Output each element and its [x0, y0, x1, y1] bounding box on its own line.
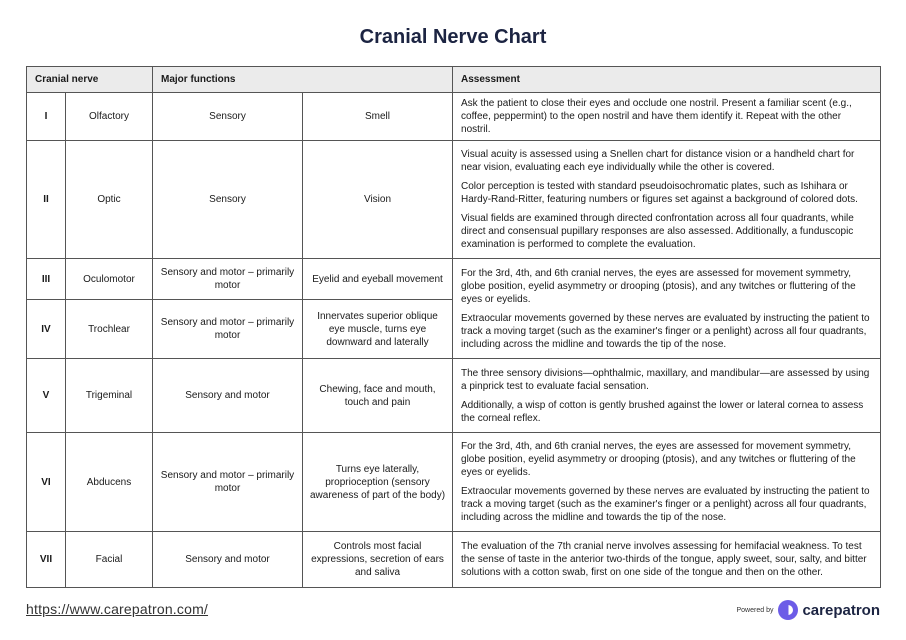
assessment-paragraph: Color perception is tested with standard pseudoisochromatic plates, such as Ishihara or Hardy-Rand-Ritter, featuring numbers or figures set against a background of colored dots. [461, 181, 858, 205]
nerve-function: Smell [303, 93, 453, 141]
header-major-functions: Major functions [153, 67, 453, 93]
nerve-name: Trochlear [66, 300, 153, 359]
assessment-paragraph: For the 3rd, 4th, and 6th cranial nerves, the eyes are assessed for movement symmetry, globe position, eyelid asymmetry or drooping (ptosis), and any twitches or fluttering of the eyes or eyelids. [461, 441, 856, 478]
assessment-paragraph: For the 3rd, 4th, and 6th cranial nerves, the eyes are assessed for movement symmetry, globe position, eyelid asymmetry or drooping (ptosis), and any twitches or fluttering of the eyes or eyelids. [461, 267, 856, 305]
table-row [27, 433, 881, 532]
assessment-paragraph: Extraocular movements governed by these nerves are evaluated by instructing the patient to track a moving target (such as the examiner's finger or a penlight) across all four quadrants, including across the midline and towards the tip of the nose. [461, 486, 870, 523]
nerve-assessment [453, 532, 881, 588]
carepatron-logo-icon [778, 600, 798, 620]
nerve-assessment-merged [453, 259, 881, 359]
powered-by-badge[interactable] [737, 600, 881, 620]
nerve-name: Olfactory [66, 93, 153, 141]
nerve-number: I [27, 93, 66, 141]
nerve-function: Innervates superior oblique eye muscle, turns eye downward and laterally [303, 300, 453, 359]
nerve-assessment [453, 93, 881, 141]
nerve-name: Oculomotor [66, 259, 153, 300]
nerve-number: III [27, 259, 66, 300]
nerve-function: Turns eye laterally, proprioception (sensory awareness of part of the body) [303, 433, 453, 532]
assessment-paragraph: Extraocular movements governed by these nerves are evaluated by instructing the patient to track a moving target (such as the examiner's finger or a penlight) across all four quadrants, including across the midline and towards the tip of the nose. [461, 312, 870, 350]
header-cranial-nerve: Cranial nerve [27, 67, 153, 93]
table-row [27, 259, 881, 300]
nerve-function: Vision [303, 141, 453, 259]
nerve-number: V [27, 359, 66, 433]
nerve-type: Sensory and motor – primarily motor [153, 259, 303, 300]
nerve-name: Optic [66, 141, 153, 259]
nerve-type: Sensory and motor [153, 359, 303, 433]
table-row [27, 359, 881, 433]
nerve-assessment [453, 433, 881, 532]
assessment-paragraph: Visual fields are examined through directed confrontation across all four quadrants, while direct and consensual pupillary responses are also assessed. Additionally, a funduscopic examination is performed to complete the evaluation. [461, 213, 854, 250]
nerve-function: Eyelid and eyeball movement [303, 259, 453, 300]
table-row [27, 532, 881, 588]
nerve-type: Sensory [153, 93, 303, 141]
assessment-paragraph: The three sensory divisions—ophthalmic, maxillary, and mandibular—are assessed by using a pinprick test to evaluate facial sensation. [461, 367, 870, 392]
brand-name: carepatron [802, 601, 880, 619]
assessment-paragraph: Additionally, a wisp of cotton is gently brushed against the lower or lateral cornea to assess the corneal reflex. [461, 399, 864, 424]
table-header-row [27, 67, 881, 93]
nerve-number: VI [27, 433, 66, 532]
assessment-paragraph: Visual acuity is assessed using a Snellen chart for distance vision or a handheld chart for near vision, evaluating each eye individually while the other is covered. [461, 149, 855, 173]
table-row [27, 93, 881, 141]
page-title: Cranial Nerve Chart [359, 26, 547, 48]
assessment-paragraph: Ask the patient to close their eyes and occlude one nostril. Present a familiar scent (e.g., coffee, peppermint) to the open nostril and have them identify it. Repeat with the other nostril. [461, 98, 852, 135]
footer-url-link[interactable]: https://www.carepatron.com/ [26, 601, 209, 617]
nerve-name: Abducens [66, 433, 153, 532]
nerve-type: Sensory and motor [153, 532, 303, 588]
powered-by-label: Powered by [736, 606, 774, 614]
nerve-assessment [453, 141, 881, 259]
assessment-paragraph: The evaluation of the 7th cranial nerve involves assessing for hemifacial weakness. To test the sense of taste in the anterior two-thirds of the tongue, apply sweet, sour, salty, and bitter solutions with a cotton swab, first on one side of the tongue and then on the other. [461, 541, 867, 578]
header-assessment: Assessment [453, 67, 881, 93]
nerve-name: Facial [66, 532, 153, 588]
nerve-name: Trigeminal [66, 359, 153, 433]
table-row [27, 141, 881, 259]
nerve-number: IV [27, 300, 66, 359]
nerve-type: Sensory [153, 141, 303, 259]
nerve-assessment [453, 359, 881, 433]
nerve-number: II [27, 141, 66, 259]
nerve-function: Controls most facial expressions, secretion of ears and saliva [303, 532, 453, 588]
nerve-function: Chewing, face and mouth, touch and pain [303, 359, 453, 433]
nerve-type: Sensory and motor – primarily motor [153, 433, 303, 532]
nerve-number: VII [27, 532, 66, 588]
nerve-type: Sensory and motor – primarily motor [153, 300, 303, 359]
cranial-nerve-table [26, 66, 881, 588]
